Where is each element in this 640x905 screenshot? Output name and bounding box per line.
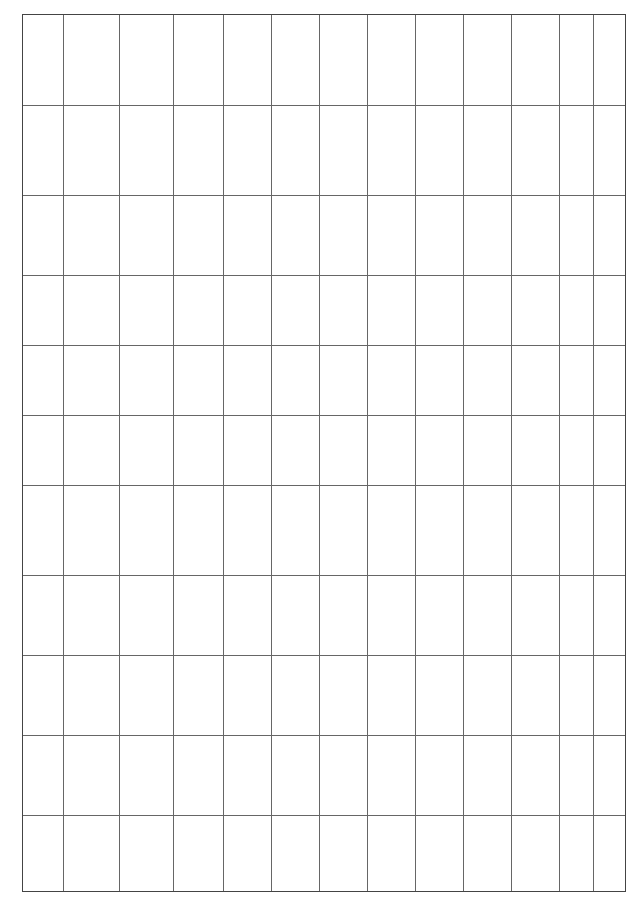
table-rule	[23, 575, 625, 576]
table-rule	[559, 15, 560, 891]
table-rule	[23, 415, 625, 416]
table-rule	[23, 655, 625, 656]
table-rule	[367, 15, 368, 891]
table-rule	[511, 15, 512, 891]
table-rule	[173, 15, 174, 891]
table-rule	[63, 15, 64, 891]
table-rule	[593, 15, 594, 891]
table-rule	[23, 815, 625, 816]
table-rule	[23, 105, 625, 106]
table-rule	[271, 15, 272, 891]
table-rule	[319, 15, 320, 891]
table-rule	[415, 15, 416, 891]
table-rule	[463, 15, 464, 891]
table-rule	[23, 195, 625, 196]
table-rule	[223, 15, 224, 891]
table-rule	[119, 15, 120, 891]
table-rule	[23, 275, 625, 276]
table-rule	[23, 345, 625, 346]
table-rule	[23, 735, 625, 736]
table-rule	[23, 485, 625, 486]
budget-table-grid	[22, 14, 626, 892]
